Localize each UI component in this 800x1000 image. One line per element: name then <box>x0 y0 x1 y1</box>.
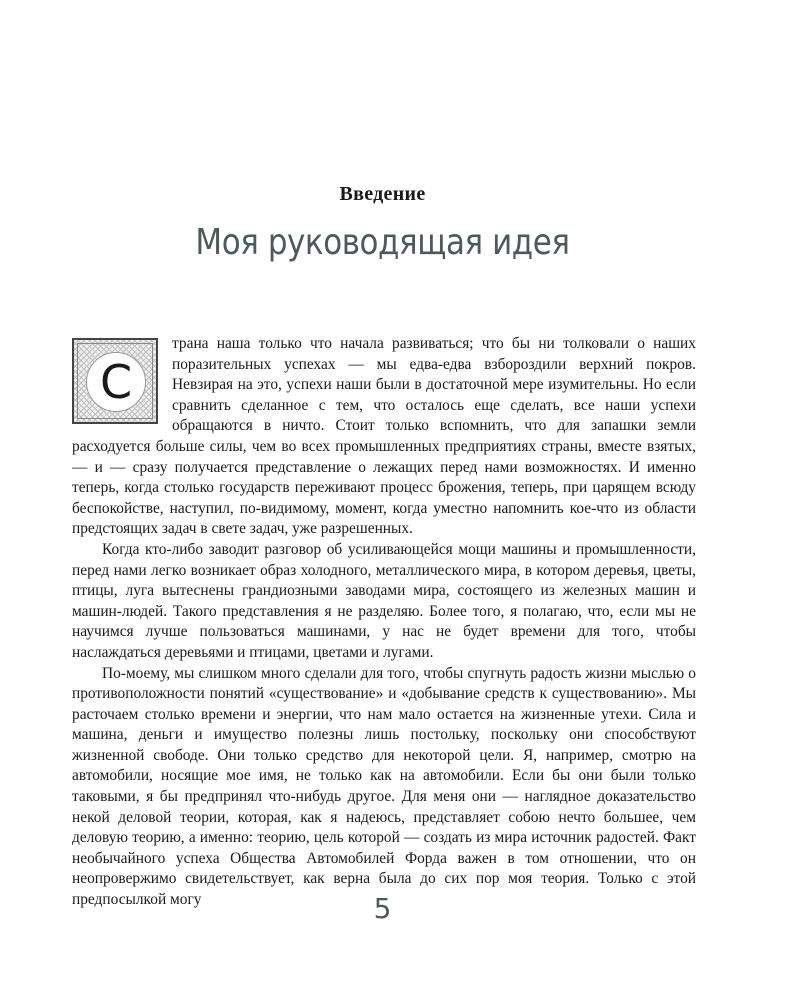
dropcap-letter: С <box>99 355 133 409</box>
body-text <box>72 334 696 911</box>
page-number: 5 <box>373 892 392 925</box>
paragraph: По-моему, мы слишком много сделали для того, чтобы спугнуть радость жизни мыслью о противоположности понятий «существование» и «добывание средств к существованию». Мы расточаем столько времени и энергии, что нам мало остается на жизненные утехи. Сила и машина, деньги и имущество полезны лишь постольку, поскольку они способствуют жизненной свободе. Они только средство для некоторой цели. Я, например, смотрю на автомобили, носящие мое имя, не только как на автомобили. Если бы они были только таковыми, я бы предпринял что-нибудь другое. Для меня они — наглядное доказательство некой деловой теории, которая, как я надеюсь, представляет собою нечто большее, чем деловую теорию, а именно: теорию, цель которой — создать из мира источник радостей. Факт необычайного успеха Общества Автомобилей Форда важен в том отношении, что он неопровержимо свидетельствует, как верна была до сих пор моя теория. Только с этой предпосылкой могу <box>72 664 696 909</box>
paragraph: Когда кто-либо заводит разговор об усиливающейся мощи машины и промышленности, перед нами легко возникает образ холодного, металлического мира, в котором деревья, цветы, птицы, луга вытеснены грандиозными заводами мира, состоящего из железных машин и машин-людей. Такого представления я не разделяю. Более того, я полагаю, что, если мы не научимся лучше пользоваться машинами, у нас не будет времени для того, чтобы наслаждаться деревьями и птицами, цветами и лугами. <box>72 540 696 661</box>
dropcap-ornament <box>72 338 158 424</box>
paragraph <box>72 334 696 540</box>
paragraph-text: трана наша только что начала развиваться; что бы ни толковали о наших поразительных успехах — мы едва-едва взбороздили верхний покров. Невзирая на это, успехи наши были в достаточной мере изумительны. Но если сравнить сделанное с тем, что осталось еще сделать, все наши успехи обращаются в ничто. Стоит только вспомнить, что для запашки земли расходуется больше силы, чем во всех промышленных предприятиях страны, вместе взятых,— и — сразу получается представление о лежащих перед нами возможностях. И именно теперь, когда столько государств переживают процесс брожения, теперь, при царящем всюду беспокойстве, наступил, по-видимому, момент, когда уместно напомнить кое-что из области предстоящих задач в свете задач, уже разрешенных. <box>72 335 696 538</box>
chapter-title: Моя руководящая идея <box>195 222 570 263</box>
chapter-label: Введение <box>339 183 426 205</box>
